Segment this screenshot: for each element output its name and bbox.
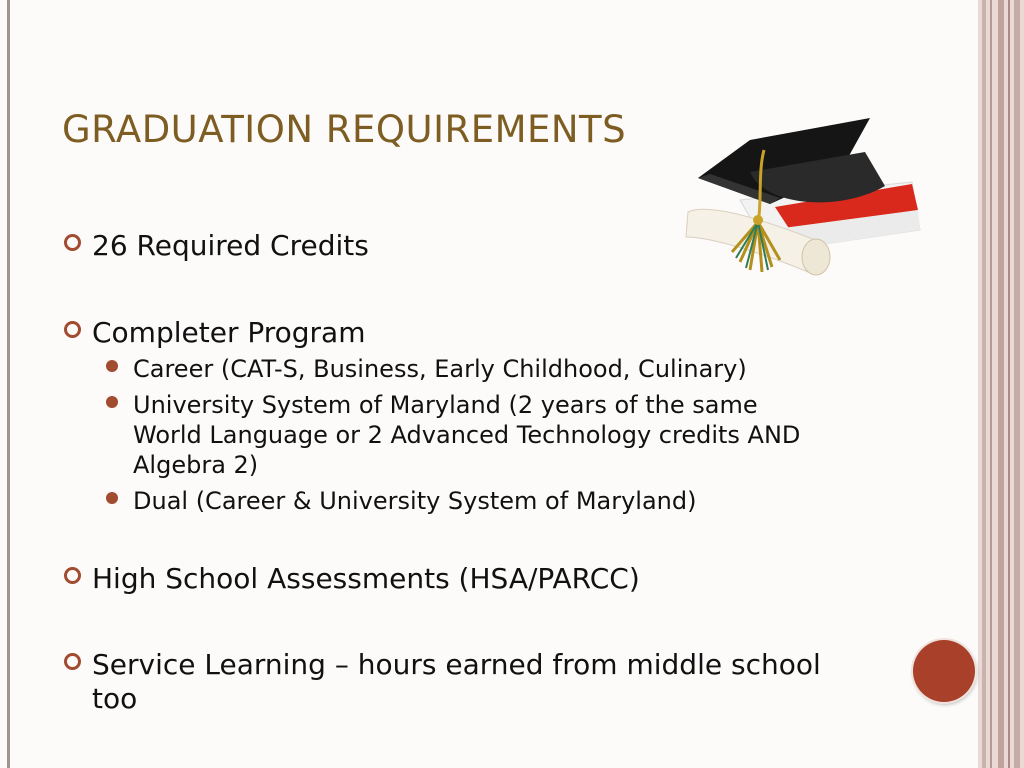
- left-border-rule: [7, 0, 10, 768]
- slide-title: GRADUATION REQUIREMENTS: [62, 108, 627, 151]
- bullet-item: Service Learning – hours earned from middle school too: [62, 648, 872, 716]
- ring-bullet-icon: [64, 234, 81, 251]
- sub-bullet-item: Dual (Career & University System of Maryland): [62, 486, 882, 516]
- sub-bullet-item: University System of Maryland (2 years of the same World Language or 2 Advanced Technology credits AND Algebra 2): [62, 390, 823, 480]
- dot-bullet-icon: [106, 492, 118, 504]
- bullet-list: [62, 229, 882, 716]
- dot-bullet-icon: [106, 360, 118, 372]
- ring-bullet-icon: [64, 653, 81, 670]
- bullet-item: High School Assessments (HSA/PARCC): [62, 562, 882, 596]
- ring-bullet-icon: [64, 321, 81, 338]
- dot-bullet-icon: [106, 396, 118, 408]
- bullet-item: 26 Required Credits: [62, 229, 882, 263]
- ring-bullet-icon: [64, 567, 81, 584]
- bullet-item: Completer Program: [62, 316, 882, 350]
- decorative-circle: [913, 640, 975, 702]
- right-decorative-stripes: [978, 0, 1024, 768]
- sub-bullet-item: Career (CAT-S, Business, Early Childhood, Culinary): [62, 354, 882, 384]
